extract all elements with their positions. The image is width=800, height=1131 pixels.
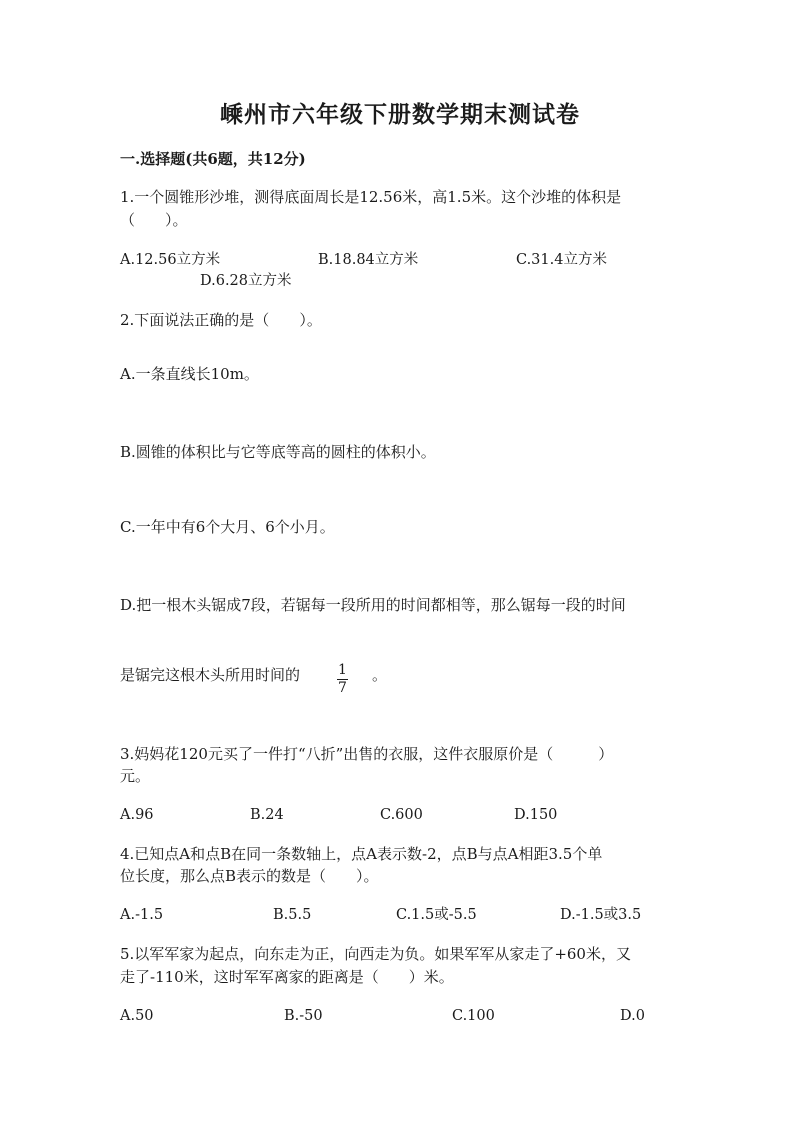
- question-4-option-d: D.-1.5或3.5: [560, 907, 642, 923]
- question-1-option-c: C.31.4立方米: [516, 252, 607, 268]
- fraction-denominator: 7: [338, 680, 347, 696]
- question-2-option-d-line-1: D.把一根木头锯成7段，若锯每一段所用的时间都相等，那么锯每一段的时间: [120, 596, 626, 614]
- question-1-option-a: A.12.56立方米: [120, 252, 221, 268]
- question-2-option-d-line-2: 是锯完这根木头所用时间的: [120, 666, 301, 684]
- question-3-option-c: C.600: [380, 807, 423, 823]
- question-5-option-a: A.50: [120, 1008, 154, 1024]
- question-2-option-a: A.一条直线长10m。: [120, 365, 259, 383]
- question-1-option-b: B.18.84立方米: [318, 252, 419, 268]
- question-5-line-2: 走了-110米，这时军军离家的距离是（ ）米。: [120, 968, 454, 986]
- question-4-option-c: C.1.5或-5.5: [396, 907, 477, 923]
- question-2-option-b: B.圆锥的体积比与它等底等高的圆柱的体积小。: [120, 443, 436, 461]
- question-3-option-b: B.24: [250, 807, 284, 823]
- question-4-option-b: B.5.5: [273, 907, 312, 923]
- question-2-option-d-end: 。: [372, 666, 388, 684]
- question-4-line-2: 位长度，那么点B表示的数是（ ）。: [120, 867, 379, 885]
- question-4-option-a: A.-1.5: [120, 907, 164, 923]
- question-1-option-d: D.6.28立方米: [200, 273, 292, 289]
- question-5-line-1: 5.以军军家为起点，向东走为正，向西走为负。如果军军从家走了+60米，又: [120, 945, 631, 963]
- question-3-option-d: D.150: [514, 807, 558, 823]
- question-4-line-1: 4.已知点A和点B在同一条数轴上，点A表示数-2，点B与点A相距3.5个单: [120, 845, 603, 863]
- question-5-option-c: C.100: [452, 1008, 495, 1024]
- question-5-option-b: B.-50: [284, 1008, 323, 1024]
- fraction-one-seventh: [337, 659, 348, 696]
- question-2-option-c: C.一年中有6个大月、6个小月。: [120, 518, 335, 536]
- question-5-option-d: D.0: [620, 1008, 645, 1024]
- section-heading: 一.选择题(共6题，共12分): [120, 150, 306, 168]
- question-3-line-1: 3.妈妈花120元买了一件打“八折”出售的衣服，这件衣服原价是（ ）: [120, 745, 614, 763]
- question-2-stem: 2.下面说法正确的是（ ）。: [120, 311, 322, 329]
- question-1-line-1: 1.一个圆锥形沙堆，测得底面周长是12.56米，高1.5米。这个沙堆的体积是: [120, 188, 622, 206]
- question-1-line-2: （ ）。: [120, 211, 188, 229]
- question-3-option-a: A.96: [120, 807, 154, 823]
- question-3-line-2: 元。: [120, 767, 151, 785]
- page-title: 嵊州市六年级下册数学期末测试卷: [220, 101, 580, 128]
- fraction-numerator: 1: [338, 662, 347, 678]
